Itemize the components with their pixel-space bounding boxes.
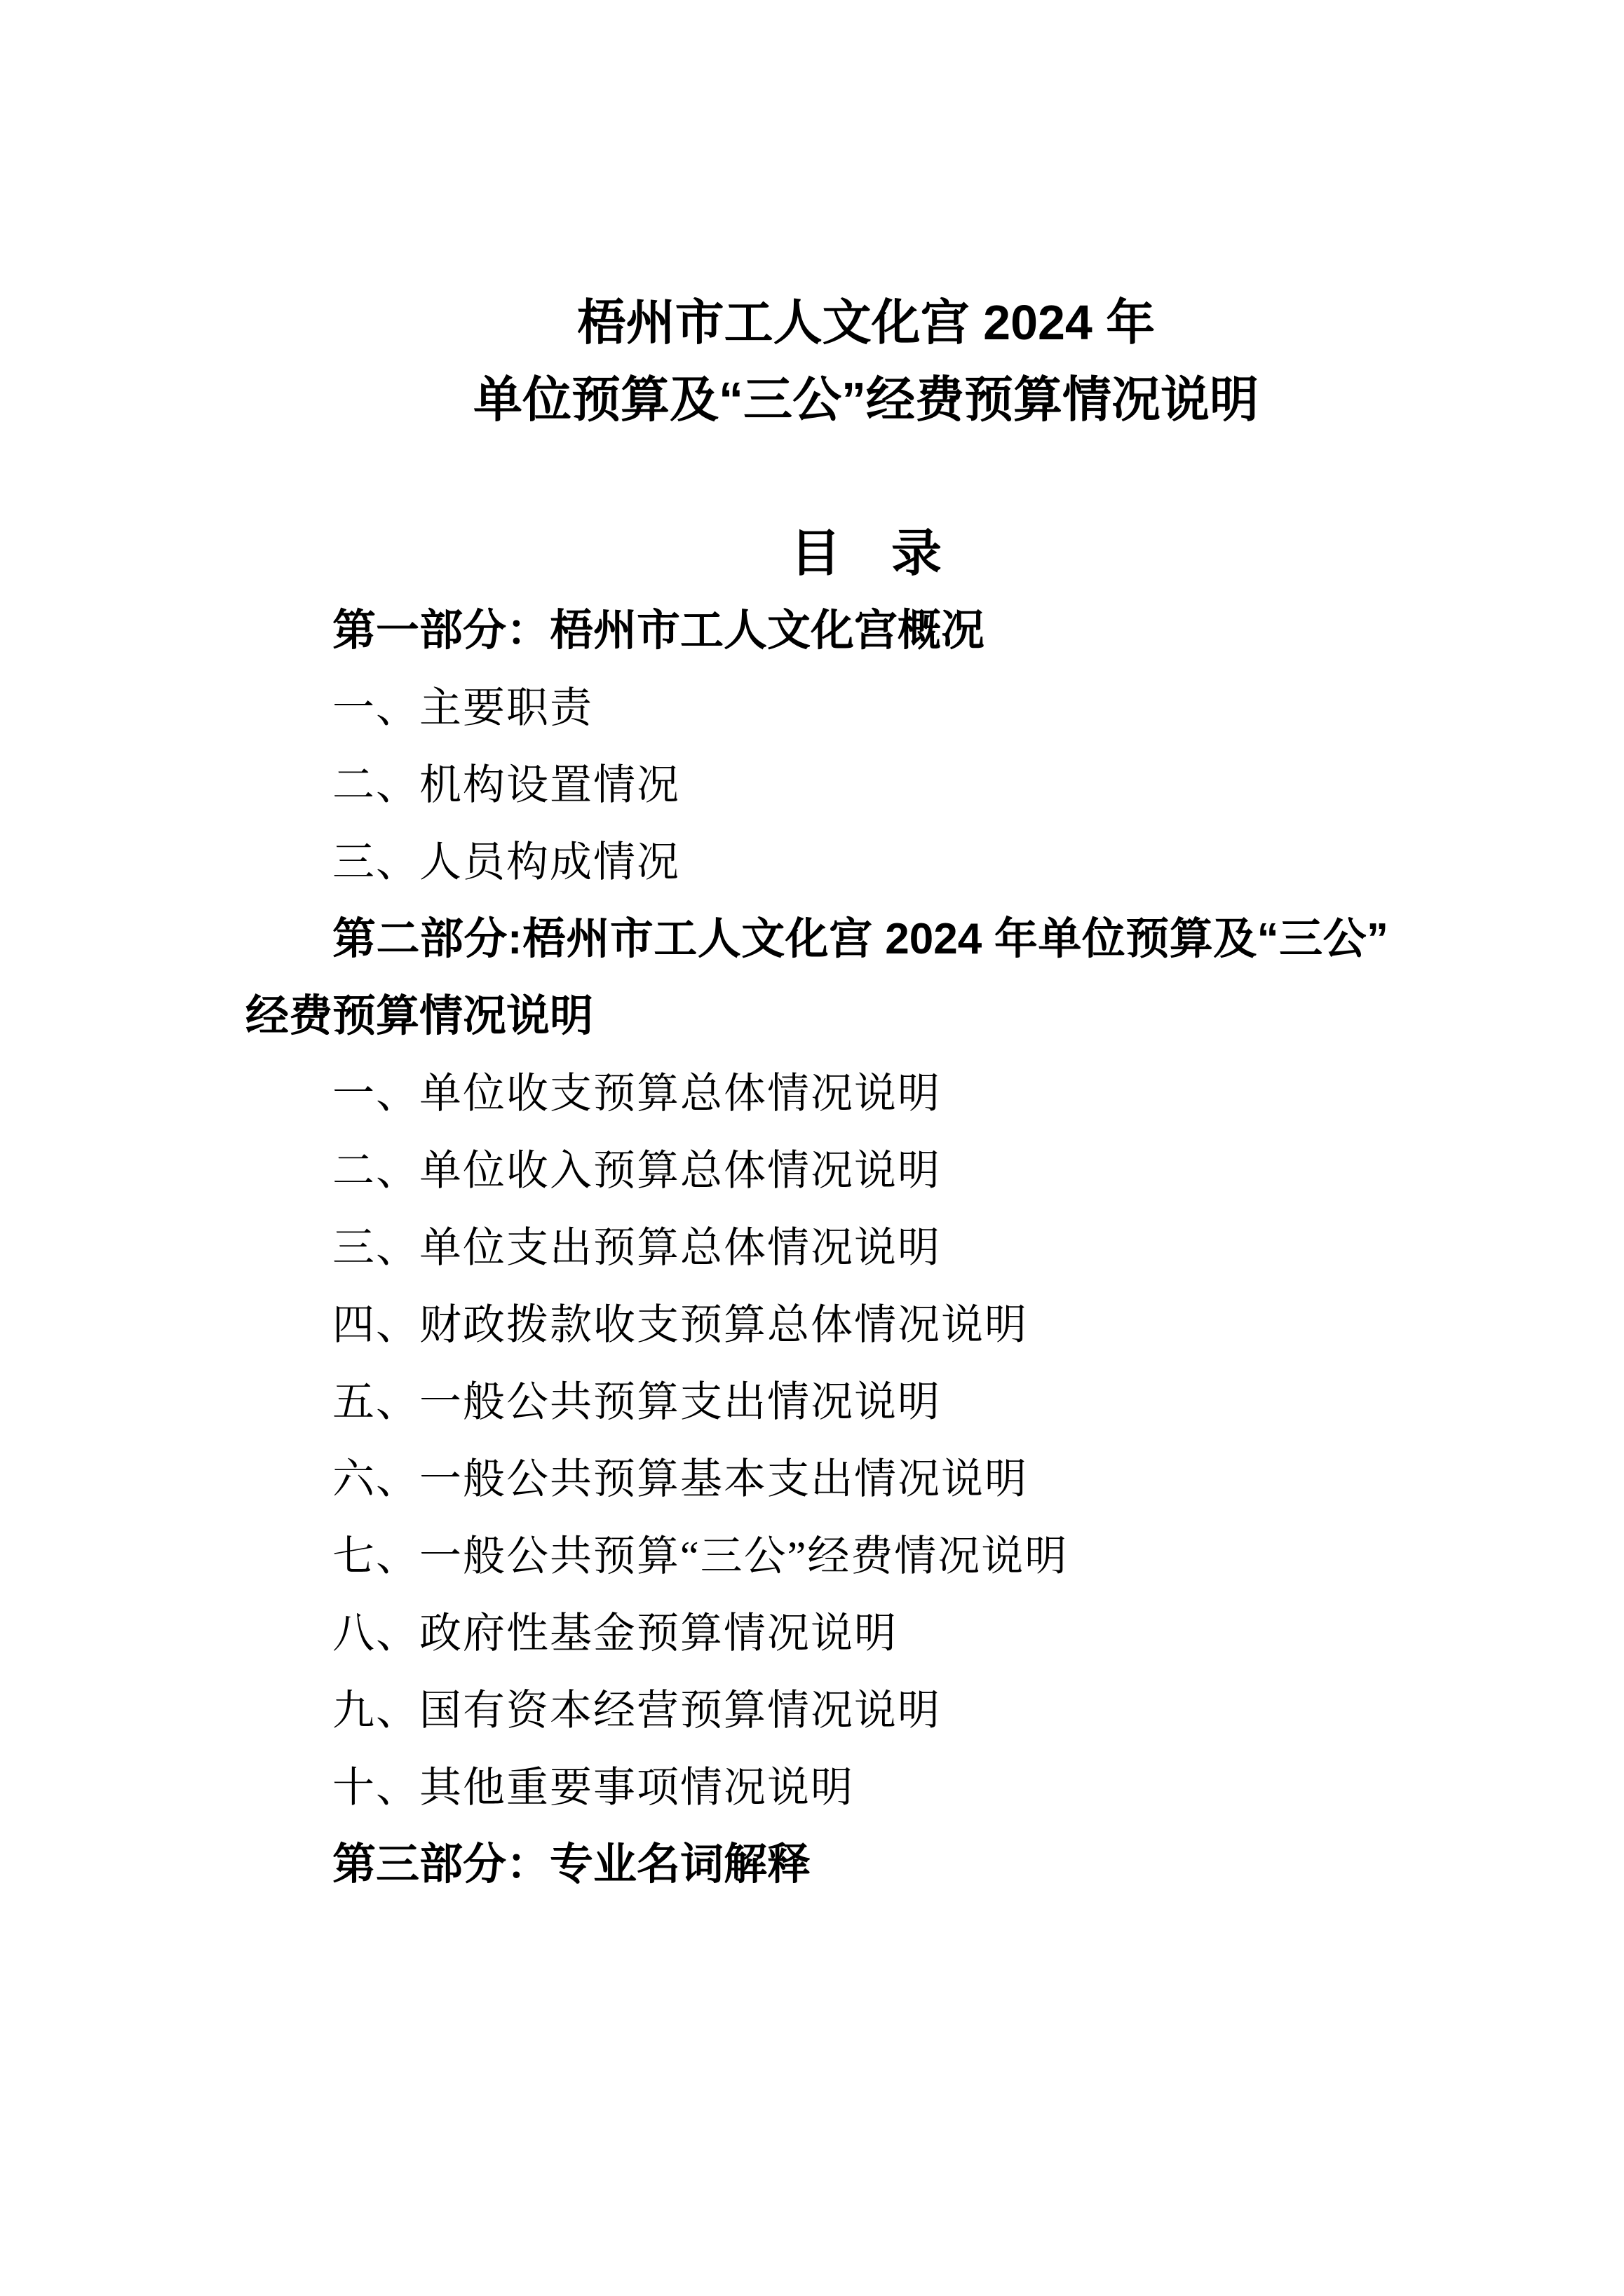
part3-heading: 第三部分：专业名词解释: [332, 1840, 811, 1889]
part2-heading-line-2: 经费预算情况说明: [245, 992, 594, 1040]
toc-item-part2-8: 八、政府性基金预算情况说明: [332, 1610, 898, 1657]
toc-item-part2-7: 七、一般公共预算“三公”经费情况说明: [332, 1533, 1069, 1580]
toc-item-part2-3: 三、单位支出预算总体情况说明: [332, 1225, 941, 1271]
toc-item-part2-9: 九、国有资本经营预算情况说明: [332, 1687, 941, 1734]
page-title-line-2: 单位预算及“三公”经费预算情况说明: [473, 372, 1259, 427]
toc-item-part2-1: 一、单位收支预算总体情况说明: [332, 1071, 941, 1117]
page-title-line-1: 梧州市工人文化宫 2024 年: [576, 295, 1156, 350]
toc-item-part1-3: 三、人员构成情况: [332, 839, 680, 885]
toc-item-part2-6: 六、一般公共预算基本支出情况说明: [332, 1456, 1028, 1502]
toc-item-part2-2: 二、单位收入预算总体情况说明: [332, 1148, 941, 1194]
toc-item-part1-2: 二、机构设置情况: [332, 762, 680, 808]
toc-item-part1-1: 一、主要职责: [332, 685, 593, 731]
part1-heading: 第一部分：梧州市工人文化宫概况: [332, 606, 985, 655]
toc-item-part2-5: 五、一般公共预算支出情况说明: [332, 1379, 941, 1425]
part2-heading-line-1: 第二部分:梧州市工人文化宫 2024 年单位预算及“三公”: [332, 915, 1388, 963]
toc-item-part2-10: 十、其他重要事项情况说明: [332, 1765, 854, 1811]
toc-heading: 目 录: [790, 526, 942, 582]
toc-item-part2-4: 四、财政拨款收支预算总体情况说明: [332, 1302, 1028, 1348]
spacer: [245, 438, 1388, 515]
